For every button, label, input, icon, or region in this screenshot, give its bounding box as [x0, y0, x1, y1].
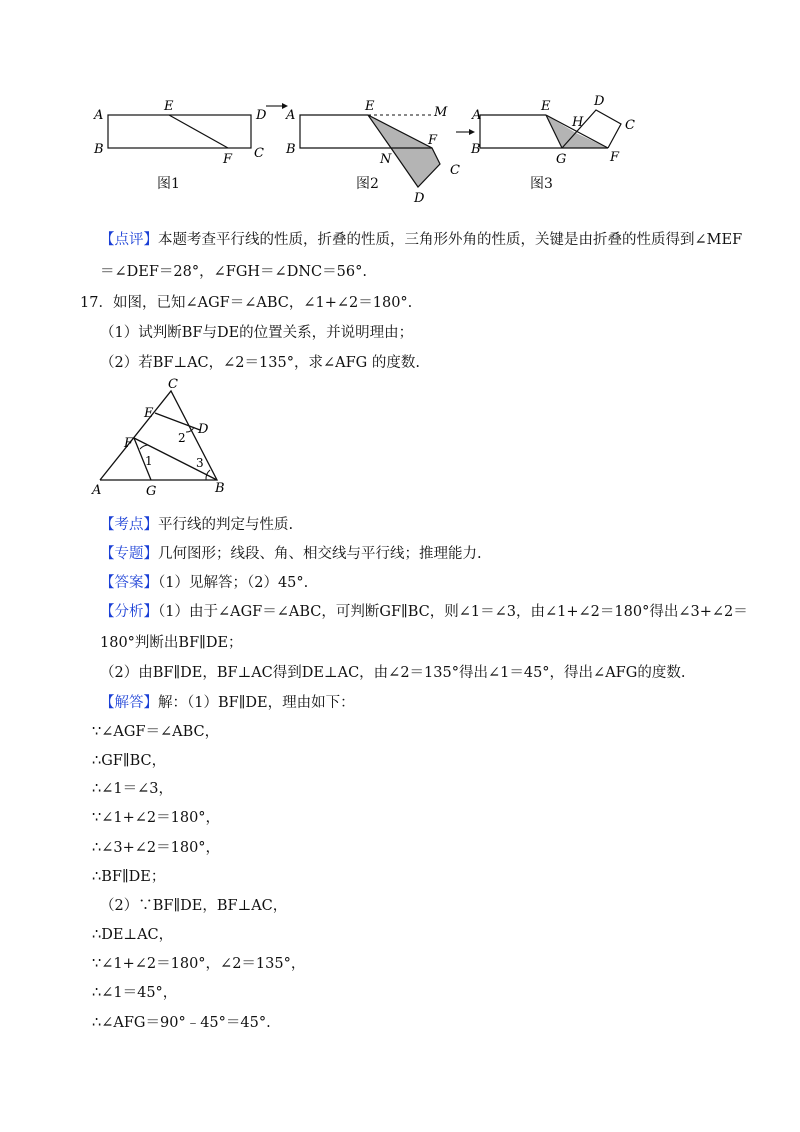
problem-stem: 17．如图，已知∠AGF＝∠ABC，∠1+∠2＝180°.	[80, 295, 413, 311]
label-A: A	[286, 108, 296, 123]
solution-step: ∴∠1＝45°，	[92, 985, 178, 1001]
solution-step: ∴BF∥DE；	[92, 869, 166, 885]
angle-1-label: 1	[145, 454, 153, 468]
angle-3-label: 3	[196, 456, 204, 470]
label-D: D	[198, 422, 209, 437]
solution-intro: 解：（1）BF∥DE，理由如下：	[158, 695, 355, 711]
analysis-line-2: 180°判断出BF∥DE；	[100, 635, 243, 651]
label-E: E	[164, 99, 174, 114]
label-E: E	[144, 406, 154, 421]
review-line-2: ＝∠DEF＝28°，∠FGH＝∠DNC＝56°.	[100, 264, 367, 280]
fold-figures	[80, 88, 660, 213]
label-C: C	[625, 118, 635, 133]
label-A: A	[472, 108, 482, 123]
label-M: M	[434, 105, 448, 120]
answer-text: （1）见解答；（2）45°.	[158, 575, 309, 591]
label-B: B	[215, 481, 225, 496]
solution-step: ∵∠1+∠2＝180°，	[92, 810, 221, 826]
review-line-1	[100, 230, 742, 250]
triangle-figure	[90, 374, 240, 500]
label-B: B	[94, 142, 104, 157]
caption-fig2: 图2	[356, 176, 379, 192]
solution-tag: 【解答】	[100, 695, 158, 711]
zhuanti-line	[100, 544, 482, 564]
label-B: B	[286, 142, 296, 157]
arrow-icon	[456, 129, 475, 135]
solution-step: ∴DE⊥AC，	[92, 927, 174, 943]
solution-step: ∴∠3+∠2＝180°，	[92, 840, 221, 856]
solution-step: （2）∵BF∥DE，BF⊥AC，	[100, 898, 288, 914]
zhuanti-tag: 【专题】	[100, 546, 158, 562]
question-1: （1）试判断BF与DE的位置关系，并说明理由；	[100, 325, 414, 341]
label-B: B	[471, 142, 481, 157]
angle-2-label: 2	[178, 431, 186, 445]
label-C: C	[450, 163, 460, 178]
arrow-icon	[266, 103, 288, 109]
solution-step: ∴∠AFG＝90°﹣45°＝45°.	[92, 1015, 271, 1031]
kaodian-text: 平行线的判定与性质.	[158, 517, 294, 533]
solution-step: ∵∠1+∠2＝180°，∠2＝135°，	[92, 956, 306, 972]
label-A: A	[94, 108, 104, 123]
label-F: F	[124, 436, 134, 451]
answer-line	[100, 573, 308, 593]
review-tag: 【点评】	[100, 232, 158, 248]
caption-fig1: 图1	[157, 176, 180, 192]
question-2: （2）若BF⊥AC，∠2＝135°，求∠AFG 的度数.	[100, 355, 420, 371]
analysis-line-1	[100, 602, 748, 622]
zhuanti-text: 几何图形；线段、角、相交线与平行线；推理能力.	[158, 546, 482, 562]
label-F: F	[428, 133, 438, 148]
label-D: D	[594, 94, 605, 109]
solution-step: ∴∠1＝∠3，	[92, 781, 173, 797]
answer-tag: 【答案】	[100, 575, 158, 591]
review-text-1: 本题考查平行线的性质，折叠的性质，三角形外角的性质，关键是由折叠的性质得到∠MEF	[158, 232, 743, 248]
analysis-line-3: （2）由BF∥DE，BF⊥AC得到DE⊥AC，由∠2＝135°得出∠1＝45°，得出∠AFG的度数.	[100, 665, 686, 681]
label-N: N	[380, 152, 392, 167]
label-G: G	[146, 484, 157, 499]
caption-fig3: 图3	[530, 176, 553, 192]
figure-1	[93, 99, 267, 167]
analysis-tag: 【分析】	[100, 604, 158, 620]
label-D: D	[256, 108, 267, 123]
label-E: E	[365, 99, 375, 114]
label-F: F	[223, 152, 233, 167]
solution-intro-line	[100, 693, 355, 713]
kaodian-line	[100, 515, 293, 535]
label-G: G	[556, 152, 567, 167]
figure-3	[470, 94, 635, 167]
kaodian-tag: 【考点】	[100, 517, 158, 533]
label-H: H	[572, 115, 584, 130]
label-A: A	[92, 483, 102, 498]
solution-step: ∴GF∥BC，	[92, 753, 167, 769]
analysis-text-1: （1）由于∠AGF＝∠ABC，可判断GF∥BC，则∠1＝∠3，由∠1+∠2＝180°得出∠3+∠2＝	[158, 604, 748, 620]
label-F: F	[610, 150, 620, 165]
label-D: D	[414, 191, 425, 206]
label-E: E	[541, 99, 551, 114]
label-C: C	[168, 377, 178, 392]
solution-step: ∵∠AGF＝∠ABC，	[92, 724, 220, 740]
label-C: C	[254, 146, 264, 161]
